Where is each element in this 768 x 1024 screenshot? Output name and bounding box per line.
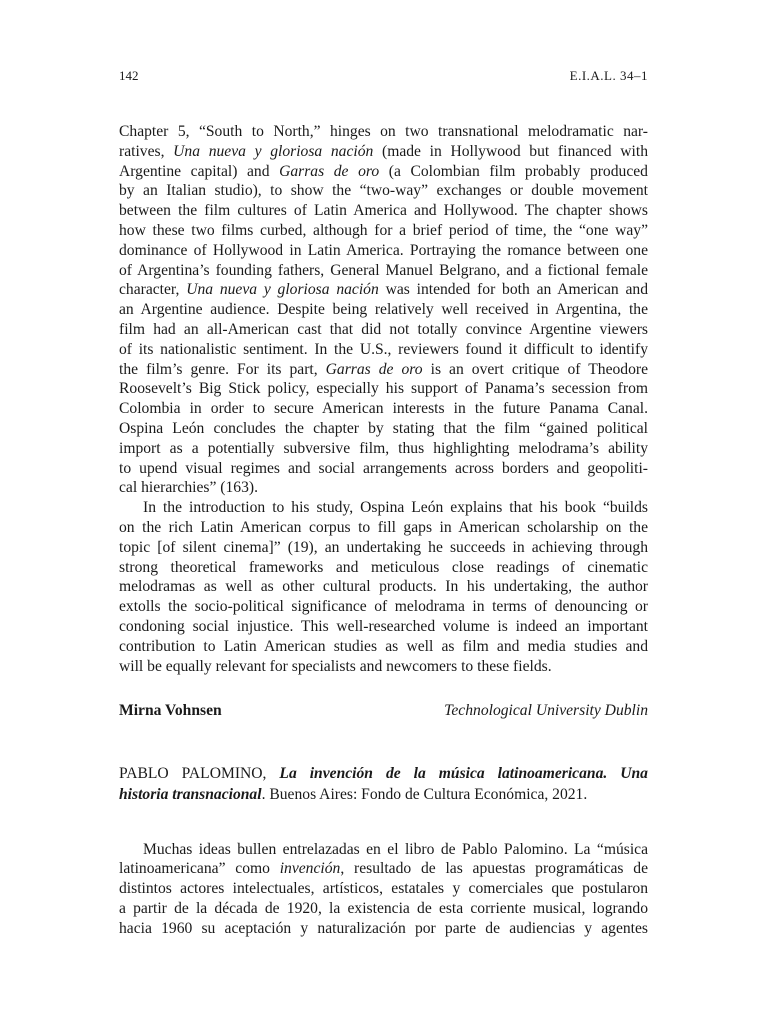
text-run: an Argentine audience. Despite being relatively well received in Argentina, the xyxy=(119,301,648,319)
text-run: Muchas ideas bullen entrelazadas en el libro de Pablo Palomino. La “música xyxy=(143,840,648,858)
text-line xyxy=(119,360,648,380)
text-run: distintos actores intelectuales, artísticos, estatales y comerciales que postularon xyxy=(119,880,648,898)
text-line xyxy=(119,201,648,221)
text-run: . Buenos Aires: Fondo de Cultura Económica, 2021. xyxy=(261,786,588,803)
text-run: film had an all-American cast that did not totally convince Argentine viewers xyxy=(119,320,648,338)
italic-title: Una nueva y gloriosa nación xyxy=(186,281,379,299)
text-run: is an overt critique of Theodore xyxy=(422,360,648,378)
reviewer-name: Mirna Vohnsen xyxy=(119,702,222,719)
text-run: melodramas as well as other cultural products. In his undertaking, the author xyxy=(119,578,648,596)
review-2-text xyxy=(119,824,648,954)
text-line xyxy=(119,637,648,657)
review-1-paragraph-1 xyxy=(119,122,648,498)
text-run: of its nationalistic sentiment. In the U.S., reviewers found it difficult to identify xyxy=(119,340,648,358)
text-run: the film’s genre. For its part, xyxy=(119,360,326,378)
text-line xyxy=(119,478,648,498)
text-line xyxy=(119,320,648,340)
text-run: by an Italian studio), to show the “two-way” exchanges or double movement xyxy=(119,182,648,200)
review-2-paragraph-1 xyxy=(119,840,648,939)
text-run: extolls the socio-political significance of melodrama in terms of denouncing or xyxy=(119,598,648,616)
text-run: between the film cultures of Latin America and Hollywood. The chapter shows xyxy=(119,202,648,220)
text-run: to upend visual regimes and social arrangements across borders and geopoliti- xyxy=(119,459,648,477)
text-run: a partir de la década de 1920, la existencia de esta corriente musical, logrando xyxy=(119,899,648,917)
text-line xyxy=(119,280,648,300)
review-1-paragraph-2 xyxy=(119,498,648,676)
text-line xyxy=(119,919,648,939)
italic-title: Garras de oro xyxy=(279,162,380,180)
reviewer-signature xyxy=(119,700,648,722)
journal-reference: E.I.A.L. 34–1 xyxy=(569,68,648,83)
text-line xyxy=(119,840,648,860)
text-line xyxy=(119,558,648,578)
text-line xyxy=(119,617,648,637)
text-line xyxy=(119,597,648,617)
text-line xyxy=(119,241,648,261)
text-run: (a Colombian film probably produced xyxy=(379,162,648,180)
text-line xyxy=(119,142,648,162)
text-line xyxy=(119,300,648,320)
text-line xyxy=(119,784,648,805)
text-run: ratives, xyxy=(119,142,174,160)
text-line xyxy=(119,261,648,281)
text-line xyxy=(119,657,648,677)
italic-title: invención xyxy=(279,860,341,878)
running-head xyxy=(119,67,648,85)
text-line xyxy=(119,340,648,360)
text-run: Colombia in order to secure American interests in the future Panama Canal. xyxy=(119,400,648,418)
text-line xyxy=(119,379,648,399)
page-number: 142 xyxy=(119,68,139,83)
text-line xyxy=(119,577,648,597)
text-line xyxy=(119,162,648,182)
text-run: topic [of silent cinema]” (19), an undertaking he succeeds in achieving through xyxy=(119,538,648,556)
text-run: cal hierarchies” (163). xyxy=(119,479,258,497)
review-2-heading xyxy=(119,763,648,805)
book-title: historia transnacional xyxy=(119,786,262,803)
text-line xyxy=(119,459,648,479)
text-line xyxy=(119,221,648,241)
reviewer-affiliation: Technological University Dublin xyxy=(444,702,648,719)
text-line xyxy=(119,181,648,201)
text-line xyxy=(119,122,648,142)
text-run: (made in Hollywood but financed with xyxy=(373,142,648,160)
text-run: Ospina León concludes the chapter by stating that the film “gained political xyxy=(119,419,648,437)
text-run: Chapter 5, “South to North,” hinges on two transnational melodramatic nar- xyxy=(119,123,648,140)
italic-title: Garras de oro xyxy=(325,360,423,378)
text-run: was intended for both an American and xyxy=(378,281,648,299)
text-run: Roosevelt’s Big Stick policy, especially his support of Panama’s secession from xyxy=(119,380,648,398)
page xyxy=(119,0,648,1024)
text-line xyxy=(119,763,648,784)
text-run: In the introduction to his study, Ospina León explains that his book “builds xyxy=(143,499,648,517)
text-run: PABLO PALOMINO, xyxy=(119,765,280,782)
italic-title: Una nueva y gloriosa nación xyxy=(173,142,374,160)
text-run: hacia 1960 su aceptación y naturalización por parte de audiencias y agentes xyxy=(119,919,648,937)
text-run: character, xyxy=(119,281,187,299)
text-run: import as a potentially subversive film, thus highlighting melodrama’s ability xyxy=(119,439,648,457)
text-run: will be equally relevant for specialists and newcomers to these fields. xyxy=(119,657,552,675)
text-run: how these two films curbed, although for a brief period of time, the “one way” xyxy=(119,221,648,239)
text-run: condoning social injustice. This well-researched volume is indeed an important xyxy=(119,617,648,635)
text-line xyxy=(119,899,648,919)
text-line xyxy=(119,518,648,538)
text-run: latinoamericana” como xyxy=(119,860,280,878)
text-run: of Argentina’s founding fathers, General Manuel Belgrano, and a fictional female xyxy=(119,261,648,279)
text-line xyxy=(119,399,648,419)
book-title: La invención de la música latinoamericana. Una xyxy=(279,765,648,782)
text-line xyxy=(119,859,648,879)
text-line xyxy=(119,419,648,439)
text-line xyxy=(119,538,648,558)
text-run: , resultado de las apuestas programáticas de xyxy=(340,860,648,878)
review-1-text xyxy=(119,122,648,676)
text-line xyxy=(119,498,648,518)
text-run: on the rich Latin American corpus to fill gaps in American scholarship on the xyxy=(119,518,648,536)
text-run: Argentine capital) and xyxy=(119,162,280,180)
text-line xyxy=(119,439,648,459)
text-run: strong theoretical frameworks and meticulous close readings of cinematic xyxy=(119,558,648,576)
text-line xyxy=(119,879,648,899)
text-run: contribution to Latin American studies as well as film and media studies and xyxy=(119,637,648,655)
text-run: dominance of Hollywood in Latin America. Portraying the romance between one xyxy=(119,241,648,259)
